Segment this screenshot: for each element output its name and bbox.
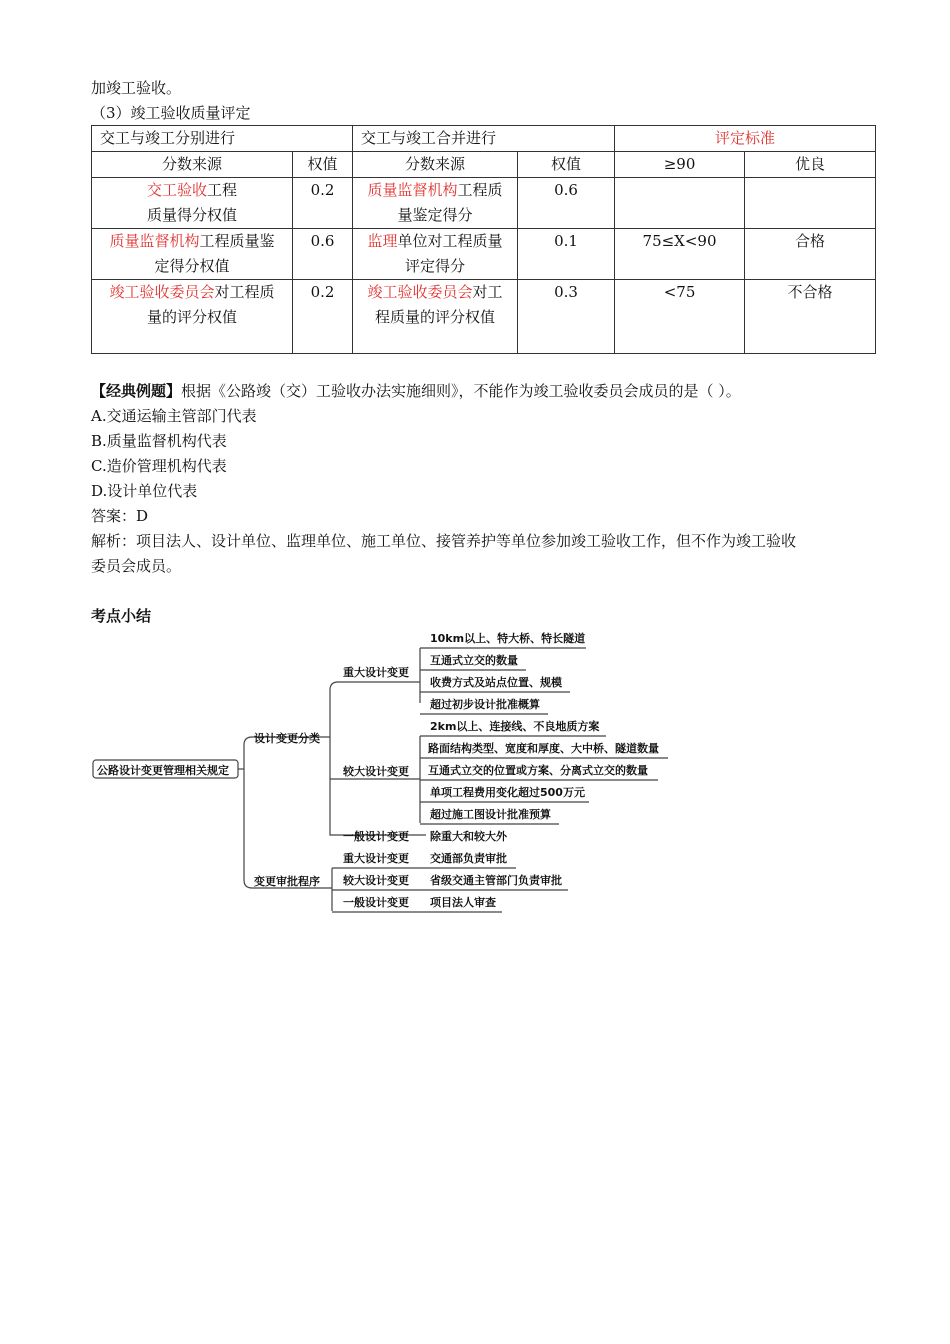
mindmap-large-item: 互通式立交的位置或方案、分离式立交的数量 (428, 764, 648, 777)
answer: 答案：D (91, 507, 149, 525)
mindmap-major-change: 重大设计变更 (343, 666, 409, 679)
grade-cell: 不合格 (745, 280, 876, 354)
section-title: （3）竣工验收质量评定 (91, 104, 251, 122)
col-header-weight-1: 权值 (293, 152, 353, 178)
mindmap-branch-classification: 设计变更分类 (254, 732, 320, 745)
option-c: C.造价管理机构代表 (91, 457, 227, 475)
grade-cell: 优良 (745, 152, 876, 178)
mindmap-major-item: 互通式立交的数量 (430, 654, 518, 667)
mindmap-root: 公路设计变更管理相关规定 (97, 764, 229, 777)
weight-cell: 0.1 (518, 229, 615, 280)
mindmap-general-item: 除重大和较大外 (430, 830, 507, 843)
option-d: D.设计单位代表 (91, 482, 198, 500)
option-a: A.交通运输主管部门代表 (91, 407, 257, 425)
col-header-source-2: 分数来源 (353, 152, 518, 178)
mindmap-approval-type: 一般设计变更 (343, 896, 409, 909)
source-cell: 质量监督机构工程质量鉴定得分 (353, 178, 518, 229)
std-cell: 75≤X<90 (615, 229, 745, 280)
weight-cell: 0.2 (293, 178, 353, 229)
example-question: 【经典例题】根据《公路竣（交）工验收办法实施细则》，不能作为竣工验收委员会成员的是（ ）。 (91, 382, 741, 400)
group-header-separate: 交工与竣工分别进行 (92, 126, 353, 152)
col-header-source-1: 分数来源 (92, 152, 293, 178)
source-cell: 质量监督机构工程质量鉴定得分权值 (92, 229, 293, 280)
source-cell: 交工验收工程质量得分权值 (92, 178, 293, 229)
source-cell: 竣工验收委员会对工程质量的评分权值 (92, 280, 293, 354)
col-header-weight-2: 权值 (518, 152, 615, 178)
mindmap-approval-type: 较大设计变更 (343, 874, 409, 887)
std-cell: <75 (615, 280, 745, 354)
group-header-combined: 交工与竣工合并进行 (353, 126, 615, 152)
mindmap-branch-approval: 变更审批程序 (254, 875, 320, 888)
mindmap-major-item: 超过初步设计批准概算 (430, 698, 540, 711)
group-header-standard: 评定标准 (615, 126, 876, 152)
weight-cell: 0.2 (293, 280, 353, 354)
summary-title: 考点小结 (91, 607, 152, 625)
mindmap-large-change: 较大设计变更 (343, 765, 409, 778)
weight-cell: 0.3 (518, 280, 615, 354)
option-b: B.质量监督机构代表 (91, 432, 227, 450)
weight-cell: 0.6 (518, 178, 615, 229)
std-cell: ≥90 (615, 152, 745, 178)
analysis-line-1: 解析：项目法人、设计单位、监理单位、施工单位、接管养护等单位参加竣工验收工作，但不作为竣工验收 (91, 532, 797, 550)
mindmap-large-item: 路面结构类型、宽度和厚度、大中桥、隧道数量 (428, 742, 659, 755)
mindmap-large-item: 单项工程费用变化超过500万元 (430, 786, 585, 799)
mindmap-large-item: 2km以上、连接线、不良地质方案 (430, 720, 600, 733)
grade-cell: 合格 (745, 229, 876, 280)
weight-cell: 0.6 (293, 229, 353, 280)
mindmap-large-item: 超过施工图设计批准预算 (430, 808, 551, 821)
intro-text: 加竣工验收。 (91, 79, 182, 97)
mindmap-approval-who: 项目法人审查 (430, 896, 496, 909)
mindmap-approval-who: 省级交通主管部门负责审批 (430, 874, 562, 887)
mindmap-major-item: 收费方式及站点位置、规模 (430, 676, 562, 689)
mindmap-approval-type: 重大设计变更 (343, 852, 409, 865)
analysis-line-2: 委员会成员。 (91, 557, 182, 575)
mindmap-major-item: 10km以上、特大桥、特长隧道 (430, 632, 586, 645)
mindmap-general-change: 一般设计变更 (343, 830, 409, 843)
mindmap-approval-who: 交通部负责审批 (430, 852, 507, 865)
source-cell: 竣工验收委员会对工程质量的评分权值 (353, 280, 518, 354)
source-cell: 监理单位对工程质量评定得分 (353, 229, 518, 280)
